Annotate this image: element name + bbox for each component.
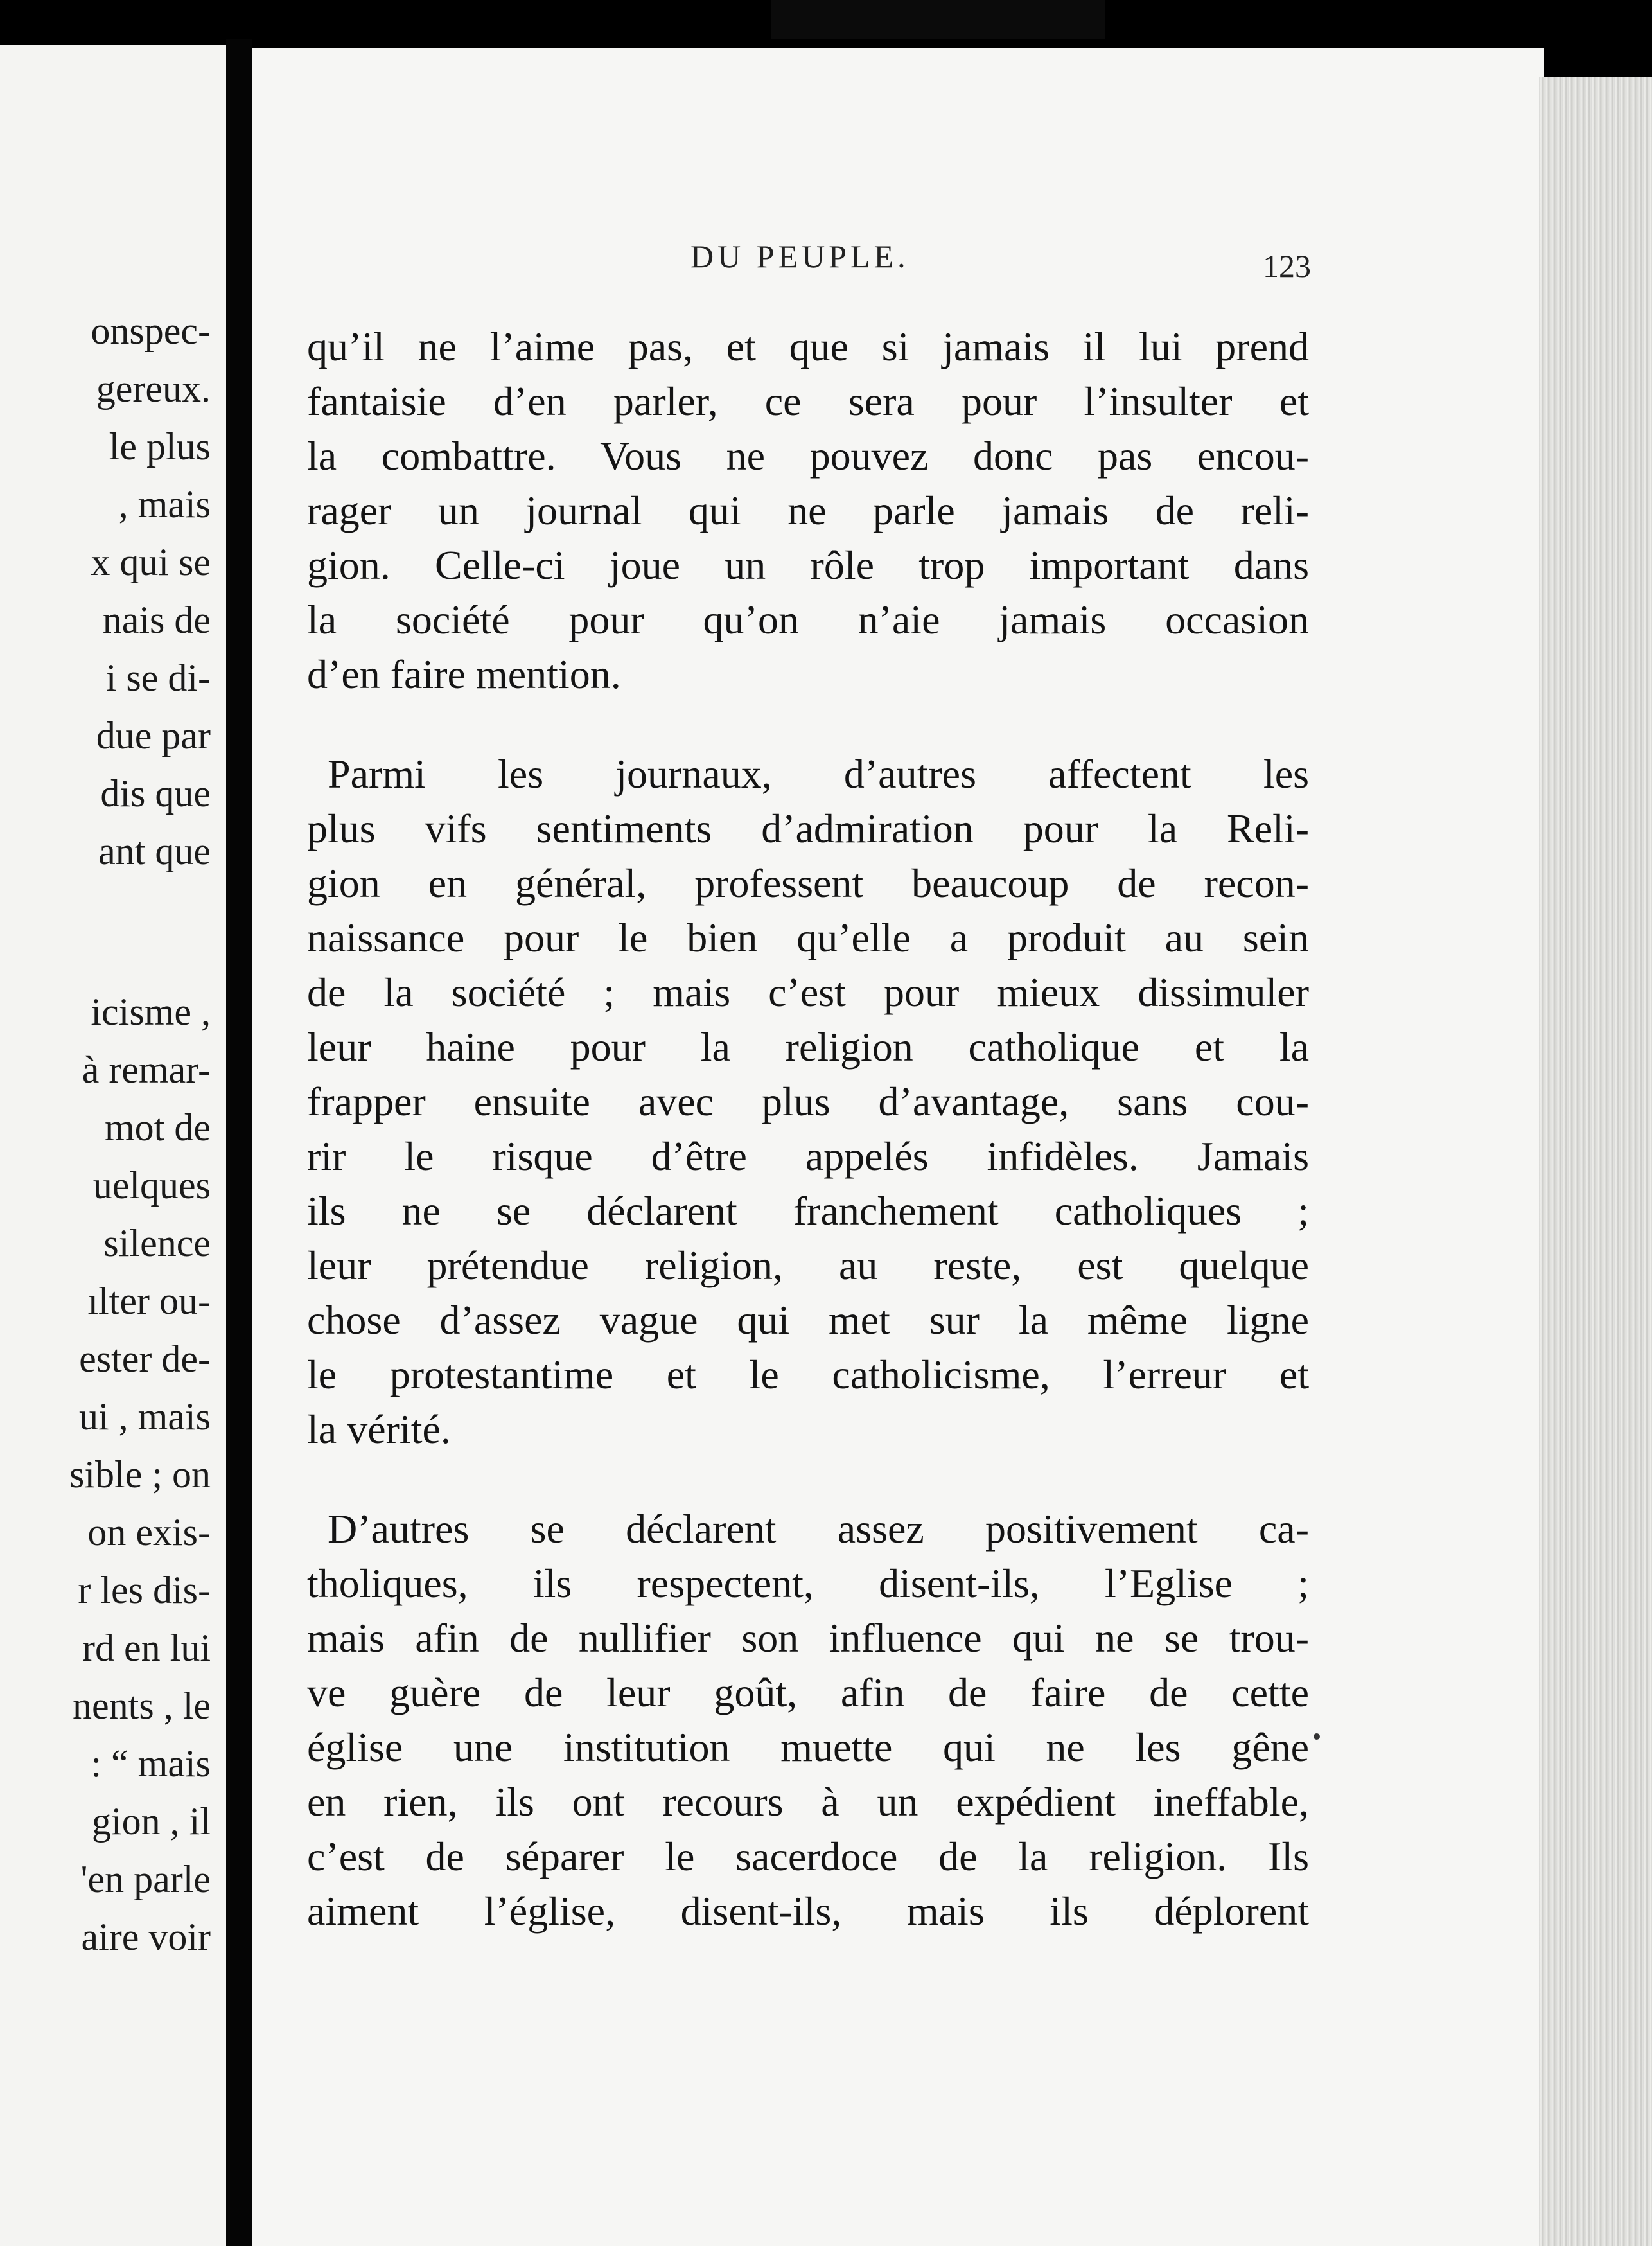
left-line: ui , mais xyxy=(79,1395,211,1438)
text-line: Parmi les journaux, d’autres affectent les xyxy=(328,751,1309,797)
text-line: ve guère de leur goût, afin de faire de cette xyxy=(307,1670,1309,1715)
left-line: due par xyxy=(96,714,211,757)
left-line: à remar- xyxy=(82,1048,211,1091)
text-line: la société pour qu’on n’aie jamais occasion xyxy=(307,597,1309,642)
left-line: mot de xyxy=(105,1106,211,1149)
text-line: fantaisie d’en parler, ce sera pour l’insulter et xyxy=(307,378,1309,424)
left-line: onspec- xyxy=(91,310,211,352)
text-line: gion. Celle-ci joue un rôle trop important dans xyxy=(307,542,1309,588)
left-line: gereux. xyxy=(96,367,211,410)
left-line: sible ; on xyxy=(69,1453,211,1496)
text-line: D’autres se déclarent assez positivement ca- xyxy=(328,1506,1309,1552)
scan-top-strip xyxy=(771,0,1105,39)
text-line: en rien, ils ont recours à un expédient ineffable, xyxy=(307,1779,1309,1825)
text-line: ils ne se déclarent franchement catholiques ; xyxy=(307,1188,1309,1234)
text-line: mais afin de nullifier son influence qui ne se trou- xyxy=(307,1615,1309,1661)
left-line: nais de xyxy=(102,599,211,641)
left-line: nents , le xyxy=(73,1684,211,1727)
text-line: plus vifs sentiments d’admiration pour la Reli- xyxy=(307,806,1309,851)
left-line: silence xyxy=(103,1222,211,1264)
left-line: x qui se xyxy=(91,541,211,583)
text-line: c’est de séparer le sacerdoce de la religion. Ils xyxy=(307,1834,1309,1879)
text-line: église une institution muette qui ne les gêne xyxy=(307,1724,1309,1770)
text-line: gion en général, professent beaucoup de recon- xyxy=(307,860,1309,906)
left-line: , mais xyxy=(118,483,211,526)
left-line: uelques xyxy=(92,1164,211,1207)
margin-speck xyxy=(1314,1733,1320,1740)
page-edges xyxy=(1539,77,1652,2246)
running-head: DU PEUPLE. xyxy=(690,238,909,274)
left-line: gion , il xyxy=(91,1800,211,1843)
text-line: d’en faire mention. xyxy=(307,651,621,697)
left-line: le plus xyxy=(109,425,211,468)
left-line: icisme , xyxy=(91,991,211,1033)
text-line: chose d’assez vague qui met sur la même ligne xyxy=(307,1297,1309,1343)
left-line: ester de- xyxy=(79,1338,211,1380)
text-line: rager un journal qui ne parle jamais de reli- xyxy=(307,488,1309,533)
text-line: la combattre. Vous ne pouvez donc pas encou- xyxy=(307,433,1309,479)
left-line: 'en parle xyxy=(80,1858,211,1900)
text-line: tholiques, ils respectent, disent-ils, l’Eglise ; xyxy=(307,1561,1309,1606)
text-line: frapper ensuite avec plus d’avantage, sans cou- xyxy=(307,1079,1309,1124)
left-facing-page xyxy=(0,45,226,2246)
text-line: leur haine pour la religion catholique et la xyxy=(307,1024,1309,1070)
left-line: rd en lui xyxy=(82,1627,211,1669)
text-line: le protestantime et le catholicisme, l’erreur et xyxy=(307,1352,1309,1397)
left-line: dis que xyxy=(100,772,211,815)
left-line: ant que xyxy=(98,830,211,872)
left-line: i se di- xyxy=(105,657,211,699)
text-line: aiment l’église, disent-ils, mais ils déplorent xyxy=(307,1888,1309,1934)
left-line: on exis- xyxy=(87,1511,211,1553)
left-line: r les dis- xyxy=(78,1569,211,1611)
text-line: naissance pour le bien qu’elle a produit au sein xyxy=(307,915,1309,960)
left-line: aire voir xyxy=(81,1916,211,1958)
left-line: ılter ou- xyxy=(87,1280,211,1322)
text-line: de la société ; mais c’est pour mieux dissimuler xyxy=(307,969,1309,1015)
text-line: la vérité. xyxy=(307,1406,451,1452)
page-number: 123 xyxy=(1263,248,1311,284)
text-line: rir le risque d’être appelés infidèles. Jamais xyxy=(307,1133,1309,1179)
book-gutter xyxy=(226,39,252,2246)
text-line: leur prétendue religion, au reste, est quelque xyxy=(307,1242,1309,1288)
left-line: : “ mais xyxy=(91,1742,211,1785)
text-line: qu’il ne l’aime pas, et que si jamais il lui prend xyxy=(307,324,1309,369)
